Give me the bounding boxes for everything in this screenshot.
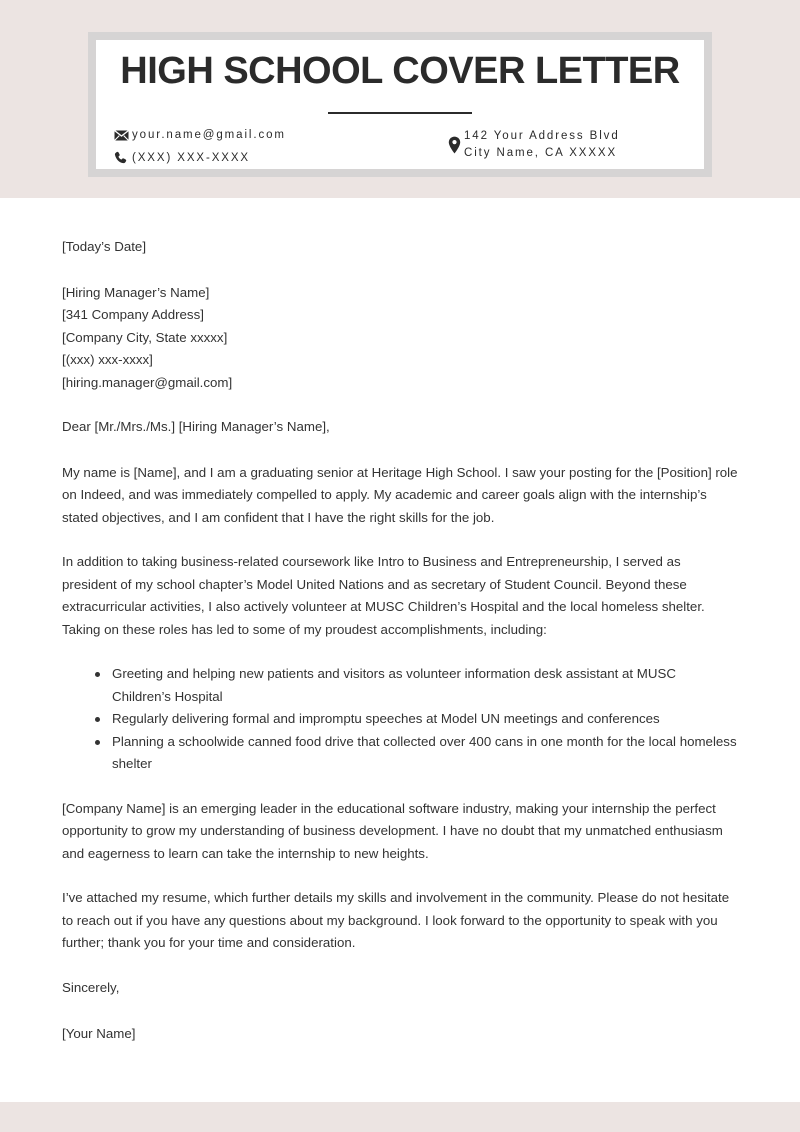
- body-paragraph-1: My name is [Name], and I am a graduating senior at Heritage High School. I saw your posting for the [Position] role on Indeed, and was immediately compelled to apply. My academic and career goals align with the internship’s stated objectives, and I am confident that I have the right skills for the job.: [62, 464, 738, 525]
- recipient-line: [(xxx) xxx-xxxx]: [62, 352, 153, 367]
- title-divider: [328, 112, 472, 114]
- phone-text: (XXX) XXX-XXXX: [132, 152, 250, 164]
- recipient-line: [341 Company Address]: [62, 307, 204, 322]
- bottom-decorative-band: [0, 1102, 800, 1132]
- envelope-icon: [110, 130, 132, 141]
- letter-date: [Today’s Date]: [62, 239, 147, 254]
- phone-icon: [110, 151, 132, 165]
- salutation: Dear [Mr./Mrs./Ms.] [Hiring Manager’s Name],: [62, 419, 330, 434]
- recipient-line: [hiring.manager@gmail.com]: [62, 374, 233, 390]
- list-item: Greeting and helping new patients and visitors as volunteer information desk assistant at MUSC Children’s Hospital: [95, 663, 738, 708]
- list-item: Planning a schoolwide canned food drive that collected over 400 cans in one month for the local homeless shelter: [95, 731, 738, 776]
- letter-body: [62, 236, 738, 1046]
- address-line-2: City Name, CA XXXXX: [464, 147, 618, 159]
- recipient-address-block: [62, 282, 738, 395]
- email-text: your.name@gmail.com: [132, 129, 286, 141]
- address-row: [444, 128, 694, 162]
- body-paragraph-4: I’ve attached my resume, which further details my skills and involvement in the community. Please do not hesitate to reach out if you have any questions about my background. I look forward to the opportunity to speak with you further; thank you for your time and consideration.: [62, 890, 730, 950]
- letterhead-card: [88, 32, 712, 177]
- accomplishments-list: [62, 663, 738, 776]
- map-pin-icon: [444, 136, 464, 154]
- contact-info-left: [110, 126, 440, 172]
- signature-name: [Your Name]: [62, 1026, 136, 1041]
- body-paragraph-2: In addition to taking business-related coursework like Intro to Business and Entrepreneurship, I served as president of my school chapter’s Model United Nations and as secretary of Student Council. Beyond these extracurricular activities, I also actively volunteer at MUSC Children’s Hospital and the local homeless shelter. Taking on these roles has led to some of my proudest accomplishments, including:: [62, 554, 705, 637]
- body-paragraph-3: [Company Name] is an emerging leader in the educational software industry, making your internship the perfect opportunity to grow my understanding of business development. I have no doubt that my unmatched enthusiasm and eagerness to learn can take the internship to new heights.: [62, 800, 723, 861]
- page-title: HIGH SCHOOL COVER LETTER: [120, 50, 680, 92]
- recipient-line: [Company City, State xxxxx]: [62, 329, 228, 345]
- signoff: Sincerely,: [62, 979, 120, 995]
- address-line-1: 142 Your Address Blvd: [464, 130, 620, 142]
- email-row: [110, 126, 440, 144]
- phone-row: [110, 149, 440, 167]
- list-item: Regularly delivering formal and impromptu speeches at Model UN meetings and conferences: [95, 708, 738, 731]
- recipient-line: [Hiring Manager’s Name]: [62, 284, 210, 300]
- contact-info-right: [444, 128, 694, 162]
